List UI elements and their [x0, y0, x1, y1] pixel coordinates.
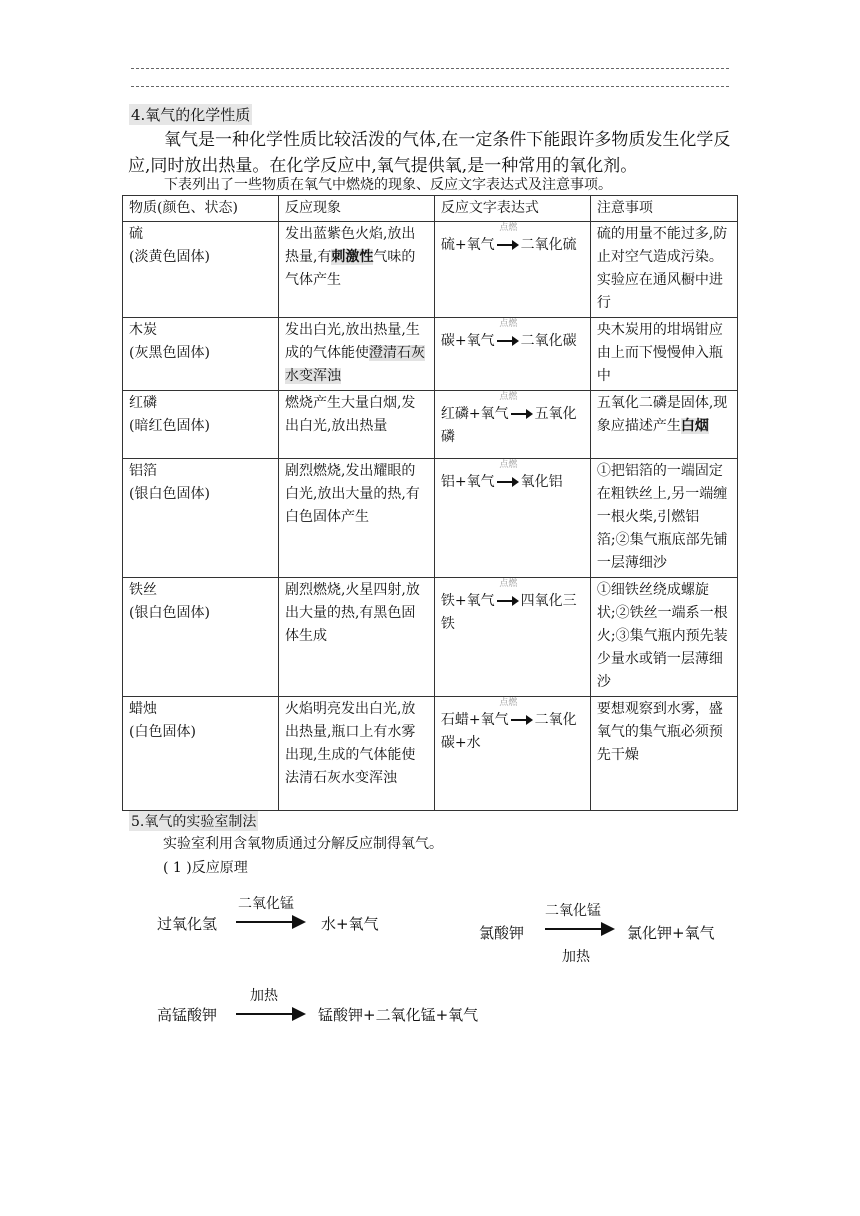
reaction-arrow-icon — [545, 922, 615, 936]
notes-cell: ①把铝箔的一端固定在粗铁丝上,另一端缠一根火柴,引燃铝箔;②集气瓶底部先铺一层薄细沙 — [590, 459, 737, 578]
phenomenon-cell: 火焰明亮发出白光,放出热量,瓶口上有水雾出现,生成的气体能使法清石灰水变浑浊 — [278, 697, 434, 811]
substance-cell: 蜡烛 (白色固体) — [123, 697, 279, 811]
header-equation: 反应文字表达式 — [434, 196, 590, 222]
equation-cell: 点燃 硫+氧气 二氧化硫 — [434, 222, 590, 318]
section-5-intro-paragraph: 实验室利用含氧物质通过分解反应制得氧气。 — [163, 836, 443, 852]
reaction-arrow-icon — [236, 1007, 306, 1021]
section-5-heading: 5.氧气的实验室制法 — [129, 811, 258, 831]
phenomenon-cell: 剧烈燃烧,发出耀眼的白光,放出大量的热,有白色固体产生 — [278, 459, 434, 578]
condition-label: 点燃 — [499, 223, 518, 233]
condition-label: 点燃 — [499, 579, 518, 589]
reaction-diagrams: 过氧化氢 二氧化锰 水+氧气 氯酸钾 二氧化锰 加热 氯化钾+氧气 高锰酸钾 加热 锰酸钾+二氧化锰+氧气 — [157, 896, 715, 1024]
section-4-intro-paragraph: 氧气是一种化学性质比较活泼的气体,在一定条件下能跟许多物质发生化学反应,同时放出热量。在化学反应中,氧气提供氧,是一种常用的氧化剂。 — [128, 130, 731, 176]
phenomenon-cell: 发出白光,放出热量,生成的气体能使澄清石灰水变浑浊 — [278, 318, 434, 391]
substance-cell: 铝箔 (银白色固体) — [123, 459, 279, 578]
notes-cell: 央木炭用的坩埚钳应由上而下慢慢伸入瓶中 — [590, 318, 737, 391]
notes-cell: 硫的用量不能过多,防止对空气造成污染。实验应在通风橱中进行 — [590, 222, 737, 318]
equation-cell: 点燃 铝+氧气 氧化铝 — [434, 459, 590, 578]
condition-label: 点燃 — [499, 319, 518, 329]
phenomenon-cell: 燃烧产生大量白烟,发出白光,放出热量 — [278, 391, 434, 459]
phenomenon-cell: 剧烈燃烧,火星四射,放出大量的热,有黑色固体生成 — [278, 578, 434, 697]
substance-cell: 硫 (淡黄色固体) — [123, 222, 279, 318]
substance-cell: 木炭 (灰黑色固体) — [123, 318, 279, 391]
section-4-heading: 4.氧气的化学性质 — [131, 106, 251, 124]
reaction-arrow-icon — [236, 915, 306, 929]
equation-cell: 点燃 碳+氧气 二氧化碳 — [434, 318, 590, 391]
condition-label: 点燃 — [499, 698, 518, 708]
equation-cell: 点燃 石蜡+氧气 二氧化碳+水 — [434, 697, 590, 811]
substance-cell: 铁丝 (银白色固体) — [123, 578, 279, 697]
equation-cell: 点燃 铁+氧气 四氧化三铁 — [434, 578, 590, 697]
substance-cell: 红磷 (暗红色固体) — [123, 391, 279, 459]
condition-label: 点燃 — [499, 460, 518, 470]
header-notes: 注意事项 — [590, 196, 737, 222]
header-substance: 物质(颜色、状态) — [123, 196, 279, 222]
table-caption: 下表列出了一些物质在氧气中燃烧的现象、反应文字表达式及注意事项。 — [164, 177, 612, 193]
phenomenon-cell: 发出蓝紫色火焰,放出热量,有刺激性气味的气体产生 — [278, 222, 434, 318]
notes-cell: ①细铁丝绕成螺旋状;②铁丝一端系一根火;③集气瓶内预先装少量水或销一层薄细沙 — [590, 578, 737, 697]
condition-label: 点燃 — [499, 392, 518, 402]
notes-cell: 五氧化二磷是固体,现象应描述产生白烟 — [590, 391, 737, 459]
notes-cell: 要想观察到水雾，盛氧气的集气瓶必须预先干燥 — [590, 697, 737, 811]
equation-cell: 点燃 红磷+氧气 五氧化磷 — [434, 391, 590, 459]
header-phenomenon: 反应现象 — [278, 196, 434, 222]
reaction-principle-label: ( 1 )反应原理 — [163, 860, 248, 876]
